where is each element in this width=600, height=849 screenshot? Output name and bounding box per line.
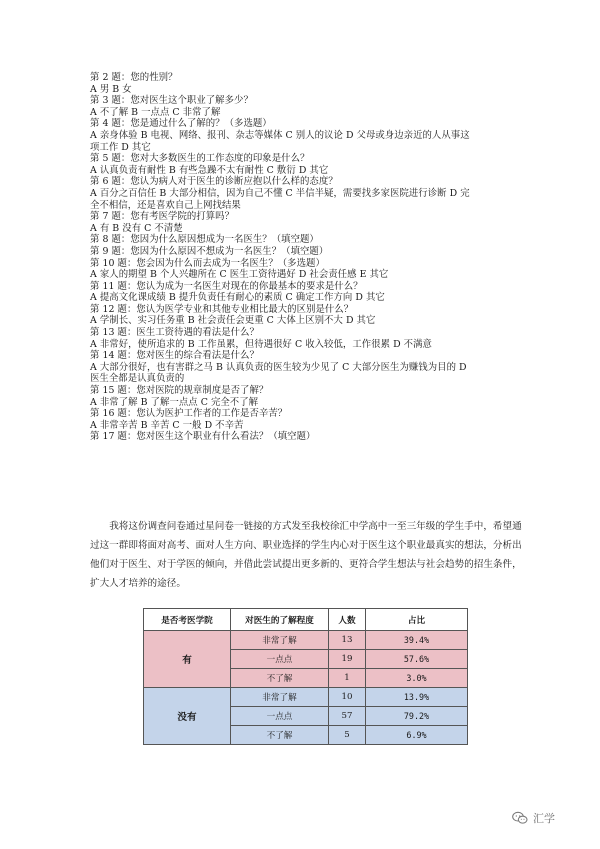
- header-cell: 是否考医学院: [144, 609, 231, 631]
- question-line: 第 14 题：您对医生的综合看法是什么？: [90, 350, 259, 362]
- watermark-text: 汇学: [533, 812, 555, 825]
- group-label: 没有: [144, 688, 231, 745]
- count-cell: 13: [329, 631, 366, 650]
- count-cell: 5: [329, 726, 366, 745]
- question-line: 第 3 题：您对医生这个职业了解多少？: [90, 95, 253, 107]
- answer-line: A 家人的期望 B 个人兴趣所在 C 医生工资待遇好 D 社会责任感 E 其它: [90, 269, 389, 281]
- answer-line: 全不相信，还是喜欢自己上网找结果: [90, 199, 241, 211]
- ratio-cell: 13.9%: [366, 688, 468, 707]
- level-cell: 非常了解: [231, 688, 329, 707]
- header-cell: 占比: [366, 609, 468, 631]
- question-line: 第 2 题：您的性别？: [90, 72, 178, 83]
- question-line: 第 17 题：您对医生这个职业有什么看法？（填空题）: [90, 431, 316, 443]
- question-line: 第 13 题：医生工资待遇的看法是什么？: [90, 327, 259, 339]
- answer-line: A 提高文化课成绩 B 提升负责任有耐心的素质 C 确定工作方向 D 其它: [90, 292, 385, 304]
- level-cell: 不了解: [231, 669, 329, 688]
- answer-line: A 百分之百信任 B 大部分相信，因为自己不懂 C 半信半疑，需要找多家医院进行诊断 D 完: [90, 187, 470, 199]
- paragraph-text: 我将这份调查问卷通过星问卷一链接的方式发至我校徐汇中学高中一至三年级的学生手中，希望通过这一群即将面对高考、面对人生方向、职业选择的学生内心对于医生这个职业最真实的想法，分析出他们对于医生、对于学医的倾向，并借此尝试提出更多新的、更符合学生想法与社会趋势的招生条件，扩大人才培养的途径。: [90, 521, 522, 589]
- question-line: 第 8 题：您因为什么原因想成为一名医生？（填空题）: [90, 234, 319, 246]
- header-cell: 人数: [329, 609, 366, 631]
- table-header-row: [144, 609, 468, 631]
- question-line: 第 9 题：您因为什么原因不想成为一名医生？（填空题）: [90, 245, 329, 257]
- answer-line: A 学制长、实习任务重 B 社会责任会更重 C 大体上区别不大 D 其它: [90, 315, 376, 327]
- question-line: 第 12 题：您认为医学专业和其他专业相比最大的区别是什么？: [90, 303, 354, 315]
- level-cell: 不了解: [231, 726, 329, 745]
- level-cell: 一点点: [231, 707, 329, 726]
- level-cell: 非常了解: [231, 631, 329, 650]
- count-cell: 57: [329, 707, 366, 726]
- question-line: 第 6 题：您认为病人对于医生的诊断应抱以什么样的态度？: [90, 176, 338, 188]
- count-cell: 19: [329, 650, 366, 669]
- ratio-cell: 39.4%: [366, 631, 468, 650]
- answer-line: A 非常了解 B 了解一点点 C 完全不了解: [90, 396, 259, 408]
- question-line: 第 10 题：您会因为什么而去成为一名医生？（多选题）: [90, 257, 325, 269]
- wechat-icon: [512, 811, 528, 825]
- header-cell: 对医生的了解程度: [231, 609, 329, 631]
- survey-method-paragraph: [90, 517, 522, 593]
- questionnaire-list: [90, 72, 522, 443]
- question-line: 第 16 题：您认为医护工作者的工作是否辛苦？: [90, 408, 288, 420]
- answer-line: A 男 B 女: [90, 83, 132, 95]
- table-row: [144, 688, 468, 707]
- level-cell: 一点点: [231, 650, 329, 669]
- question-line: 第 15 题：您对医院的规章制度是否了解？: [90, 385, 269, 397]
- question-line: 第 5 题：您对大多数医生的工作态度的印象是什么？: [90, 153, 310, 165]
- survey-result-table: [143, 608, 468, 745]
- table-row: [144, 631, 468, 650]
- ratio-cell: 57.6%: [366, 650, 468, 669]
- answer-line: A 亲身体验 B 电视、网络、报刊、杂志等媒体 C 别人的议论 D 父母或身边亲近的人从事这: [90, 129, 470, 141]
- answer-line: 医生全都是认真负责的: [90, 373, 185, 385]
- question-line: 第 4 题：您是通过什么了解的？（多选题）: [90, 118, 272, 130]
- answer-line: 项工作 D 其它: [90, 141, 151, 153]
- watermark: [512, 810, 555, 826]
- answer-line: A 认真负责有耐性 B 有些急躁不太有耐性 C 敷衍 D 其它: [90, 164, 329, 176]
- ratio-cell: 79.2%: [366, 707, 468, 726]
- question-line: 第 11 题：您认为成为一名医生对现在的你最基本的要求是什么？: [90, 280, 363, 292]
- group-label: 有: [144, 631, 231, 688]
- answer-line: A 非常好，使所追求的 B 工作虽累，但待遇很好 C 收入较低，工作很累 D 不满意: [90, 338, 432, 350]
- ratio-cell: 3.0%: [366, 669, 468, 688]
- answer-line: A 大部分很好，也有害群之马 B 认真负责的医生较为少见了 C 大部分医生为赚钱为目的 D: [90, 361, 467, 373]
- count-cell: 10: [329, 688, 366, 707]
- ratio-cell: 6.9%: [366, 726, 468, 745]
- answer-line: A 非常辛苦 B 辛苦 C 一般 D 不辛苦: [90, 419, 244, 431]
- answer-line: A 有 B 没有 C 不清楚: [90, 222, 183, 234]
- count-cell: 1: [329, 669, 366, 688]
- answer-line: A 不了解 B 一点点 C 非常了解: [90, 106, 221, 118]
- question-line: 第 7 题：您有考医学院的打算吗？: [90, 211, 235, 223]
